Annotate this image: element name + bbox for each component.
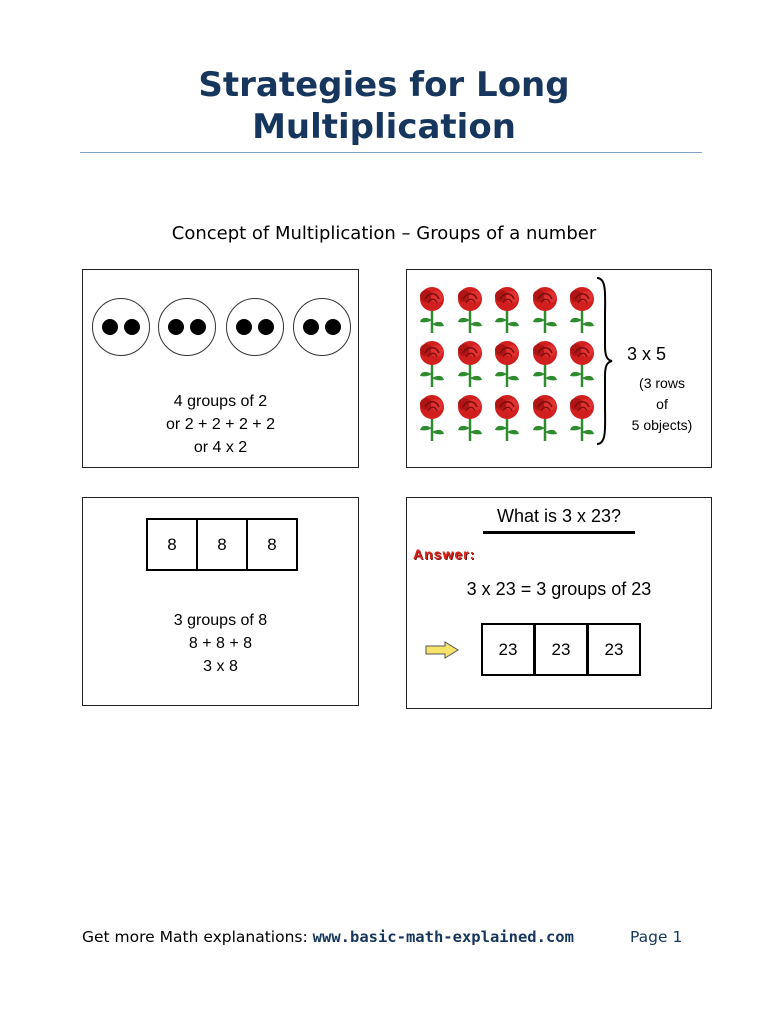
rose-icon	[415, 340, 449, 388]
section-subtitle: Concept of Multiplication – Groups of a number	[171, 223, 597, 244]
dot	[102, 319, 118, 335]
dot	[190, 319, 206, 335]
footer-text	[82, 928, 574, 946]
footer-link[interactable]: www.basic-math-explained.com	[312, 928, 574, 946]
rose-icon	[528, 394, 562, 442]
rose-icon	[565, 286, 599, 334]
array-note-line: of	[656, 396, 668, 412]
number-box: 23	[587, 623, 641, 676]
caption-line: 4 groups of 2	[173, 393, 268, 410]
rose-icon	[453, 340, 487, 388]
arrow-right-icon	[425, 641, 459, 659]
panel-three-times-23	[406, 497, 712, 709]
rose-icon	[528, 340, 562, 388]
group-circle	[158, 298, 216, 356]
rose-icon	[565, 340, 599, 388]
rose-icon	[453, 394, 487, 442]
array-expression: 3 x 5	[627, 344, 667, 364]
page-number: Page 1	[630, 928, 683, 946]
title-line-1: Strategies for Long	[198, 65, 570, 105]
dot	[258, 319, 274, 335]
question-underline	[483, 531, 635, 534]
rose-icon	[528, 286, 562, 334]
dot	[303, 319, 319, 335]
panel1-caption	[83, 390, 358, 459]
group-circle	[92, 298, 150, 356]
answer-label: Answer:	[413, 546, 476, 562]
page-title	[0, 64, 768, 148]
title-line-2: Multiplication	[252, 107, 516, 147]
caption-line: 3 groups of 8	[173, 612, 268, 629]
panel-groups-of-eight	[82, 497, 359, 706]
dot	[325, 319, 341, 335]
number-box: 23	[481, 623, 535, 676]
question-text: What is 3 x 23?	[496, 506, 622, 526]
caption-line: 8 + 8 + 8	[188, 635, 253, 652]
number-box: 8	[246, 518, 298, 571]
equation-text: 3 x 23 = 3 groups of 23	[466, 579, 652, 599]
panel-groups-of-dots	[82, 269, 359, 468]
panel3-caption	[83, 609, 358, 678]
number-box: 8	[146, 518, 198, 571]
panel-rose-array	[406, 269, 712, 468]
rose-icon	[490, 340, 524, 388]
rose-icon	[490, 286, 524, 334]
dot	[168, 319, 184, 335]
group-circle	[226, 298, 284, 356]
title-divider	[80, 152, 702, 153]
array-note-line: 5 objects)	[631, 417, 693, 433]
footer-prefix: Get more Math explanations:	[82, 928, 313, 946]
array-note-line: (3 rows	[639, 375, 685, 391]
rose-icon	[453, 286, 487, 334]
rose-icon	[415, 286, 449, 334]
rose-icon	[415, 394, 449, 442]
rose-icon	[490, 394, 524, 442]
caption-line: or 4 x 2	[193, 439, 248, 456]
number-box: 23	[534, 623, 588, 676]
caption-line: or 2 + 2 + 2 + 2	[166, 416, 275, 433]
caption-line: 3 x 8	[203, 658, 238, 675]
dot	[124, 319, 140, 335]
number-box: 8	[196, 518, 248, 571]
rose-icon	[565, 394, 599, 442]
dot	[236, 319, 252, 335]
group-circle	[293, 298, 351, 356]
